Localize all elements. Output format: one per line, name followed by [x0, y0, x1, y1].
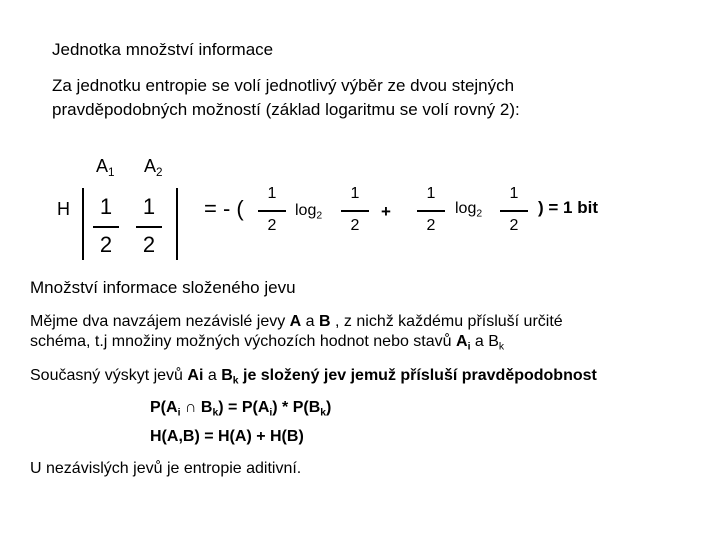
formula-fraction-4: 1 2: [500, 186, 528, 234]
scheme-right-bracket: [176, 188, 178, 260]
section-heading: Množství informace složeného jevu: [30, 278, 296, 297]
formula-log-2: $\log_2$: [455, 200, 483, 220]
intro-line-2: pravděpodobných možností (základ logaritmu se volí rovný 2):: [52, 100, 520, 119]
conclusion: U nezávislých jevů je entropie aditivní.: [30, 460, 302, 477]
formula-log-1: $\log_2$: [295, 202, 323, 222]
equation-joint-probability: $P(A_i$ ∩ $B_k) = P(A_i) * P(B_k)$: [150, 399, 332, 419]
probability-a1: 1 2: [93, 196, 119, 256]
para1-line-2: schéma, t.j množiny možných výchozích hodnot nebo stavů $A_i$ a $B_k$: [30, 333, 505, 353]
formula-prefix: = - (: [204, 196, 244, 221]
page-title: Jednotka množství informace: [52, 40, 274, 59]
row-label-h: H: [57, 199, 70, 219]
intro-line-1: Za jednotku entropie se volí jednotlivý výběr ze dvou stejných: [52, 76, 515, 95]
scheme-left-bracket: [82, 188, 84, 260]
formula-fraction-2: 1 2: [341, 186, 369, 234]
equation-entropy-sum: H(A,B) = H(A) + H(B): [150, 428, 304, 445]
formula-fraction-3: 1 2: [417, 186, 445, 234]
para1-line-1: Mějme dva navzájem nezávislé jevy A a B , z nichž každému přísluší určité: [30, 313, 563, 330]
formula-plus: +: [381, 202, 391, 221]
column-header-a2: $A_2$: [144, 156, 163, 180]
formula-fraction-1: 1 2: [258, 186, 286, 234]
probability-a2: 1 2: [136, 196, 162, 256]
para2: Současný výskyt jevů Ai a $B_k$ je složený jev jemuž přísluší pravděpodobnost: [30, 367, 597, 387]
formula-result: ) = 1 bit: [538, 198, 598, 217]
column-header-a1: $A_1$: [96, 156, 115, 180]
